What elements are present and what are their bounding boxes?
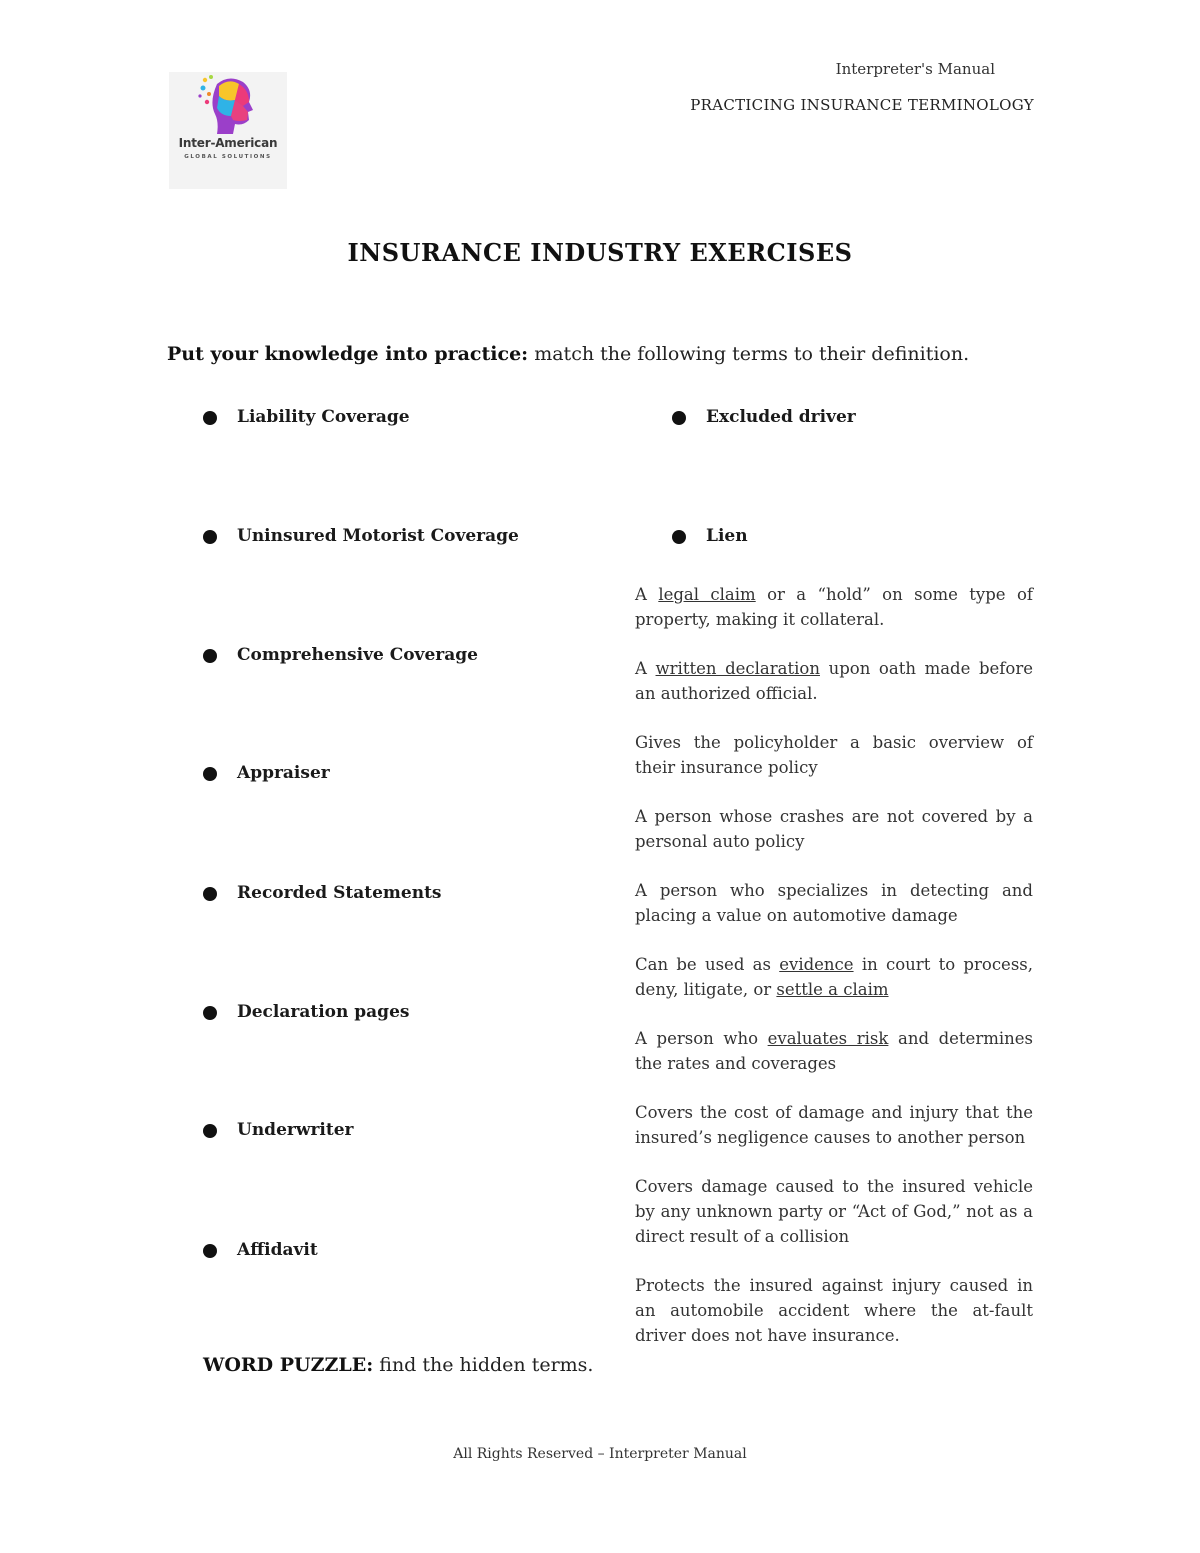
logo-tagline: GLOBAL SOLUTIONS xyxy=(184,154,272,160)
bullet-icon xyxy=(203,767,217,781)
term-label: Liability Coverage xyxy=(237,407,410,427)
term-label: Comprehensive Coverage xyxy=(237,645,478,665)
term-label: Appraiser xyxy=(237,763,330,783)
puzzle-bold: WORD PUZZLE: xyxy=(203,1354,374,1376)
bullet-icon xyxy=(203,1006,217,1020)
definition-item: Gives the policyholder a basic overview of their insurance policy xyxy=(635,733,1033,777)
definition-item: Covers the cost of damage and injury that the insured’s negligence causes to another person xyxy=(635,1103,1033,1147)
bullet-icon xyxy=(672,530,686,544)
definition-item: A person who evaluates risk and determines the rates and coverages xyxy=(635,1029,1033,1073)
definition-item: Covers damage caused to the insured vehicle by any unknown party or “Act of God,” not as a direct result of a collision xyxy=(635,1177,1033,1246)
definition-item: A written declaration upon oath made before an authorized official. xyxy=(635,659,1034,703)
bullet-icon xyxy=(203,1244,217,1258)
puzzle-text: find the hidden terms. xyxy=(373,1354,594,1376)
term-label: Lien xyxy=(706,526,748,546)
bullet-icon xyxy=(203,411,217,425)
head-silhouette-icon xyxy=(169,72,287,142)
definition-item: Protects the insured against injury caused in an automobile accident where the at-fault driver does not have insurance. xyxy=(635,1276,1033,1345)
instruction-text: match the following terms to their definition. xyxy=(528,343,970,365)
definitions-list xyxy=(635,582,1033,1372)
page-title: INSURANCE INDUSTRY EXERCISES xyxy=(347,238,853,267)
logo-name: Inter-American xyxy=(178,136,278,150)
page-footer: All Rights Reserved – Interpreter Manual xyxy=(453,1446,747,1462)
instruction-bold: Put your knowledge into practice: xyxy=(167,343,529,365)
definition-item: Can be used as evidence in court to process, deny, litigate, or settle a claim xyxy=(635,955,1034,999)
bullet-icon xyxy=(203,649,217,663)
definition-item: A person who specializes in detecting and placing a value on automotive damage xyxy=(635,881,1033,925)
company-logo xyxy=(169,72,287,189)
definition-item: A legal claim or a “hold” on some type of property, making it collateral. xyxy=(635,585,1033,629)
term-label: Underwriter xyxy=(237,1120,354,1140)
bullet-icon xyxy=(203,887,217,901)
bullet-icon xyxy=(203,530,217,544)
term-label: Declaration pages xyxy=(237,1002,410,1022)
bullet-icon xyxy=(203,1124,217,1138)
definition-item: A person whose crashes are not covered by a personal auto policy xyxy=(635,807,1033,851)
term-label: Excluded driver xyxy=(706,407,856,427)
term-label: Recorded Statements xyxy=(237,883,442,903)
manual-label: Interpreter's Manual xyxy=(835,60,995,78)
term-label: Affidavit xyxy=(237,1240,318,1260)
word-puzzle-heading xyxy=(203,1354,593,1376)
instruction xyxy=(167,343,969,365)
term-label: Uninsured Motorist Coverage xyxy=(237,526,519,546)
bullet-icon xyxy=(672,411,686,425)
section-label: PRACTICING INSURANCE TERMINOLOGY xyxy=(690,96,1034,114)
